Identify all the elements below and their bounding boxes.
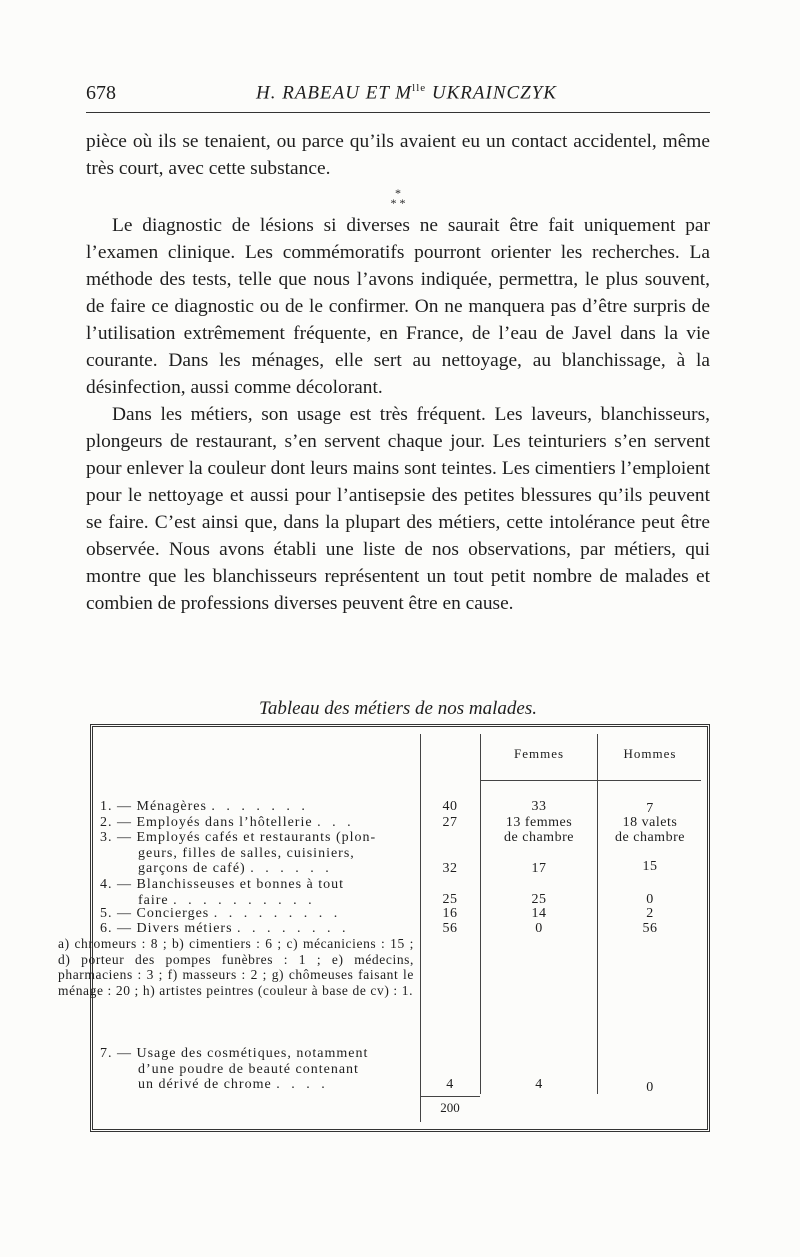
row-4-label: 4. — Blanchisseuses et bonnes à tout faire . . . . . . . . . .	[100, 877, 345, 908]
header-rule	[86, 112, 710, 113]
row-6-women: 0	[535, 921, 543, 936]
row-3-men: 15	[642, 859, 658, 874]
row-4-women: 25	[531, 892, 547, 907]
row-3-total: 32	[442, 861, 458, 876]
row-5-women: 14	[531, 906, 547, 921]
running-head-sup: lle	[412, 82, 427, 94]
row-4-men: 0	[646, 892, 654, 907]
paragraph-3: Dans les métiers, son usage est très fréquent. Les laveurs, blanchisseurs, plongeurs de restaurant, s’en servent chaque jour. Les teinturiers s’en servent pour enlever la couleur dont leurs mains sont teintes. Les cimentiers l’emploient pour le nettoyage et aussi pour l’antisepsie des petites blessures qu’ils peuvent se faire. C’est ainsi que, dans la plupart des métiers, cette intolérance peut être observée. Nous avons établi une liste de nos observations, par métiers, qui montre que les blanchisseurs représentent un tout petit nombre de malades et combien de professions diverses peuvent être en cause.	[86, 404, 710, 614]
row-6-total: 56	[442, 921, 458, 936]
paragraph-2: Le diagnostic de lésions si diverses ne saurait être fait uniquement par l’examen clinique. Les commémoratifs pourront orienter les recherches. La méthode des tests, telle que nous l’avons indiquée, permettra, le plus souvent, de faire ce diagnostic ou de le confirmer. On ne manquera pas d’être surpris de l’utilisation extrêmement fréquente, en France, de l’eau de Javel dans la vie courante. Dans les ménages, elle sert au nettoyage, au blanchissage, à la désinfection, aussi comme décolorant.	[86, 215, 710, 398]
col-head-women: Femmes	[513, 746, 565, 761]
page-number: 678	[86, 82, 116, 104]
row-2-men-cont: de chambre	[615, 830, 685, 845]
running-head-name: UKRAINCZYK	[426, 82, 557, 104]
row-6-label: 6. — Divers métiers . . . . . . . .	[100, 921, 350, 936]
row-5-men: 2	[646, 906, 654, 921]
row-5-label: 5. — Concierges . . . . . . . . .	[100, 906, 342, 921]
col-head-men: Hommes	[623, 746, 677, 761]
row-7-label: 7. — Usage des cosmétiques, notamment d’une poudre de beauté contenant un dérivé de chrome . . . .	[100, 1046, 369, 1092]
row-7-women: 4	[535, 1077, 543, 1092]
row-7-men: 0	[646, 1080, 654, 1095]
running-head-authors: H. RABEAU ET M	[256, 82, 413, 104]
asterism	[86, 188, 710, 208]
paragraph-1: pièce où ils se tenaient, ou parce qu’ils avaient eu un contact accidentel, même très court, avec cette substance.	[86, 131, 710, 179]
row-4-total: 25	[442, 892, 458, 907]
row-5-total: 16	[442, 906, 458, 921]
asterism-bottom: * *	[390, 196, 406, 210]
row-6-men: 56	[642, 921, 658, 936]
table-total-rule	[420, 1096, 480, 1097]
row-1-total: 40	[442, 799, 458, 814]
page-header	[86, 82, 710, 118]
row-2-women: 13 femmes	[505, 815, 573, 830]
table-header-rule	[481, 780, 701, 781]
body-text	[86, 128, 710, 617]
row-2-label: 2. — Employés dans l’hôtellerie . . .	[100, 815, 355, 830]
grand-total: 200	[440, 1100, 460, 1115]
row-3-women: 17	[531, 861, 547, 876]
asterism-top: *	[395, 186, 401, 200]
row-3-label: 3. — Employés cafés et restaurants (plon- geurs, filles de salles, cuisiniers, garçons de café) . . . . . .	[100, 830, 377, 876]
row-2-women-cont: de chambre	[504, 830, 574, 845]
row-7-total: 4	[446, 1077, 454, 1092]
row-1-men: 7	[646, 801, 654, 816]
row-1-label: 1. — Ménagères . . . . . . .	[100, 799, 309, 814]
row-1-women: 33	[531, 799, 547, 814]
table-caption: Tableau des métiers de nos malades.	[259, 698, 537, 719]
row-2-men: 18 valets	[622, 815, 678, 830]
row-2-total: 27	[442, 815, 458, 830]
running-head	[256, 82, 557, 104]
row-6-sublist: a) chromeurs : 8 ; b) cimentiers : 6 ; c) mécaniciens : 15 ; d) porteur des pompes funèbres : 1 ; e) médecins, pharmaciens : 3 ; f) masseurs : 2 ; g) chômeuses faisant le ménage : 20 ; h) artistes peintres (couleur à base de cv) : 1.	[58, 936, 414, 998]
